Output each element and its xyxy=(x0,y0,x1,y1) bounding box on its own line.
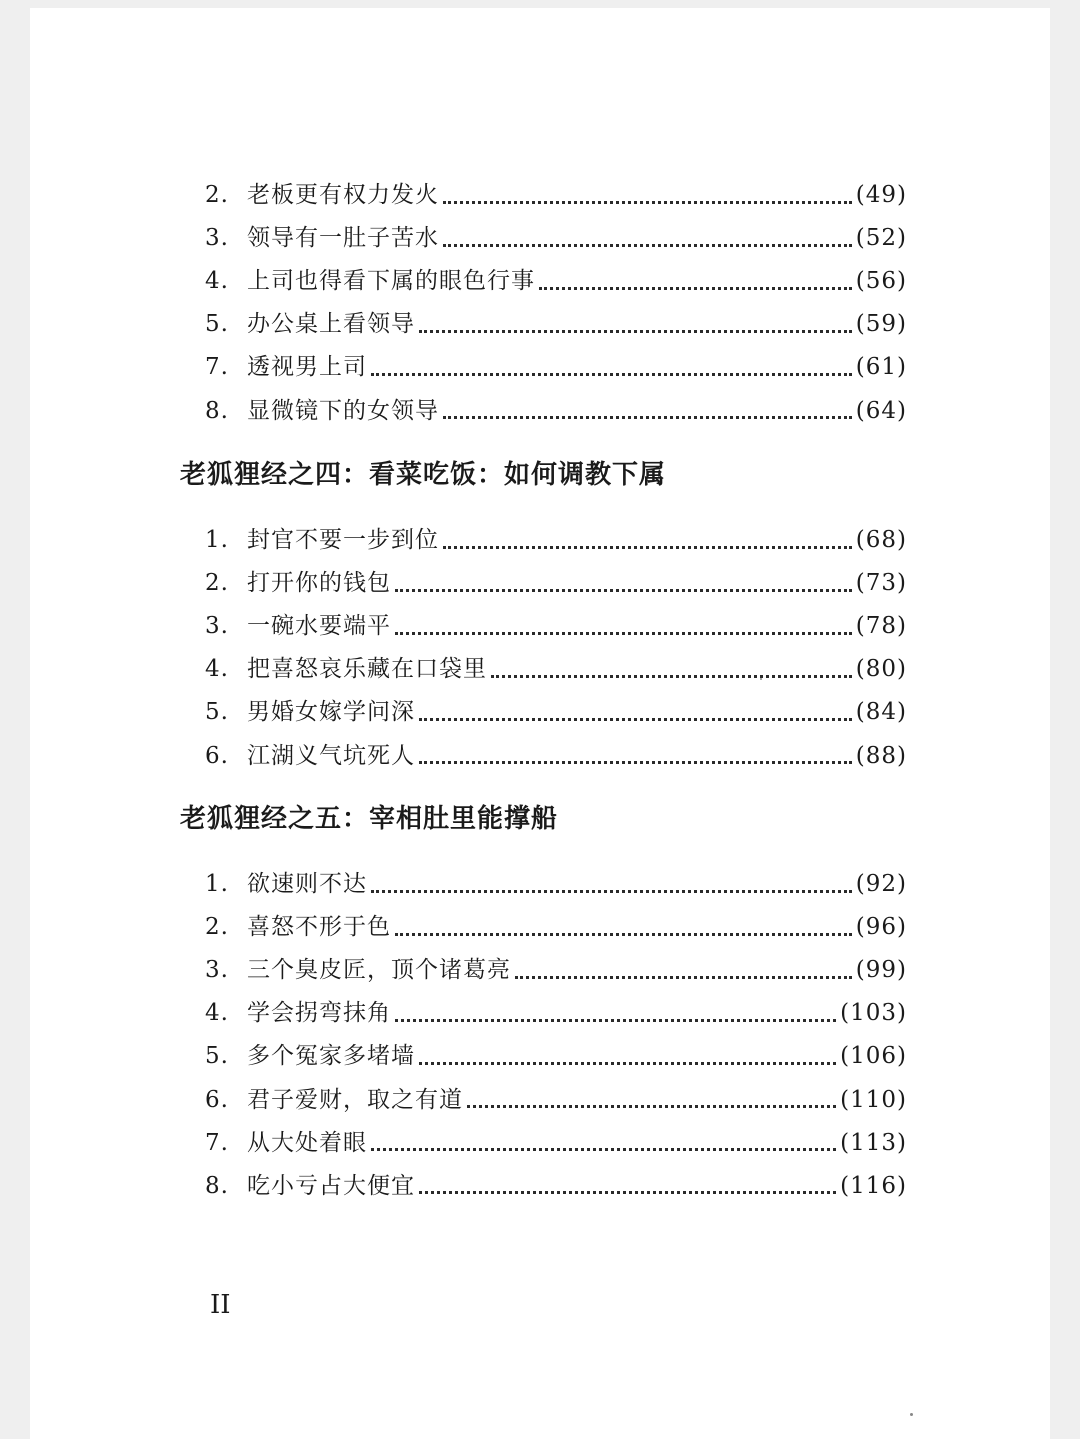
entry-title: 上司也得看下属的眼色行事 xyxy=(247,268,535,295)
entry-title: 从大处着眼 xyxy=(247,1129,367,1156)
entry-page-number: (52) xyxy=(855,225,907,252)
dot-leader xyxy=(419,759,852,764)
entry-number: 4. xyxy=(205,268,229,295)
dot-leader xyxy=(371,371,852,376)
entry-number: 4. xyxy=(205,656,229,683)
dot-leader xyxy=(395,931,852,936)
entry-number: 1. xyxy=(205,527,229,553)
entry-title: 透视男上司 xyxy=(247,354,367,381)
toc-entry xyxy=(205,351,907,383)
entry-title: 一碗水要端平 xyxy=(247,613,391,640)
entry-number: 6. xyxy=(205,742,229,769)
entry-title: 江湖义气坑死人 xyxy=(247,742,415,769)
entry-page-number: (99) xyxy=(855,957,907,984)
entry-number: 7. xyxy=(205,354,229,381)
scan-speck xyxy=(760,678,762,680)
entry-page-number: (56) xyxy=(855,268,907,295)
entry-title: 三个臭皮匠，顶个诸葛亮 xyxy=(247,957,511,984)
toc-entry xyxy=(205,265,907,297)
entry-page-number: (59) xyxy=(855,311,907,338)
entry-title: 办公桌上看领导 xyxy=(247,311,415,338)
dot-leader xyxy=(419,716,852,721)
toc-entry xyxy=(205,868,907,900)
toc-entry xyxy=(205,1127,907,1159)
entry-number: 3. xyxy=(205,613,229,640)
entry-number: 4. xyxy=(205,1000,229,1027)
entry-number: 6. xyxy=(205,1086,229,1113)
toc-entry xyxy=(205,653,907,685)
entry-page-number: (64) xyxy=(855,397,907,424)
toc-entry xyxy=(205,954,907,986)
toc-entry xyxy=(205,308,907,340)
toc-entry xyxy=(205,911,907,943)
toc-entry xyxy=(205,1040,907,1072)
entry-title: 学会拐弯抹角 xyxy=(247,1000,391,1027)
entry-number: 5. xyxy=(205,311,229,338)
entry-page-number: (103) xyxy=(840,1000,907,1027)
entry-page-number: (110) xyxy=(840,1086,907,1113)
entry-number: 5. xyxy=(205,699,229,726)
entry-title: 君子爱财，取之有道 xyxy=(247,1086,463,1113)
document-page xyxy=(30,8,1050,1439)
entry-number: 8. xyxy=(205,1172,229,1199)
toc-entry xyxy=(205,222,907,254)
entry-number: 2. xyxy=(205,570,229,597)
toc-entry xyxy=(205,524,907,556)
dot-leader xyxy=(395,1017,836,1022)
toc-entry xyxy=(205,1170,907,1202)
entry-title: 打开你的钱包 xyxy=(247,570,391,597)
entry-title: 老板更有权力发火 xyxy=(247,182,439,208)
entry-title: 欲速则不达 xyxy=(247,871,367,897)
dot-leader xyxy=(539,285,852,290)
dot-leader xyxy=(443,414,852,419)
entry-number: 5. xyxy=(205,1043,229,1070)
dot-leader xyxy=(467,1103,836,1108)
page-folio: II xyxy=(210,1290,231,1320)
dot-leader xyxy=(443,242,852,247)
dot-leader xyxy=(419,328,852,333)
dot-leader xyxy=(395,630,852,635)
entry-title: 领导有一肚子苦水 xyxy=(247,225,439,252)
scan-speck xyxy=(910,1413,913,1416)
entry-number: 2. xyxy=(205,182,229,208)
entry-title: 喜怒不形于色 xyxy=(247,914,391,941)
entry-page-number: (61) xyxy=(855,354,907,381)
entry-title: 多个冤家多堵墙 xyxy=(247,1043,415,1070)
toc-entry xyxy=(205,1084,907,1116)
toc-entry xyxy=(205,696,907,728)
toc-entry xyxy=(205,997,907,1029)
entry-number: 8. xyxy=(205,397,229,424)
entry-number: 1. xyxy=(205,871,229,897)
toc-entry xyxy=(205,610,907,642)
dot-leader xyxy=(515,974,852,979)
chapter-heading: 老狐狸经之五：宰相肚里能撑船 xyxy=(180,804,559,834)
dot-leader xyxy=(419,1060,836,1065)
entry-page-number: (92) xyxy=(855,871,907,897)
chapter-heading: 老狐狸经之四：看菜吃饭：如何调教下属 xyxy=(180,460,667,490)
toc-entry xyxy=(205,567,907,599)
dot-leader xyxy=(443,199,852,204)
entry-page-number: (96) xyxy=(855,914,907,941)
entry-title: 封官不要一步到位 xyxy=(247,527,439,553)
entry-page-number: (49) xyxy=(855,182,907,208)
entry-page-number: (106) xyxy=(840,1043,907,1070)
entry-title: 吃小亏占大便宜 xyxy=(247,1172,415,1199)
entry-page-number: (116) xyxy=(840,1172,907,1199)
entry-number: 3. xyxy=(205,225,229,252)
entry-number: 2. xyxy=(205,914,229,941)
toc-entry xyxy=(205,395,907,427)
entry-number: 3. xyxy=(205,957,229,984)
entry-page-number: (84) xyxy=(855,699,907,726)
entry-title: 显微镜下的女领导 xyxy=(247,397,439,424)
dot-leader xyxy=(419,1189,836,1194)
entry-title: 把喜怒哀乐藏在口袋里 xyxy=(247,656,487,683)
entry-title: 男婚女嫁学问深 xyxy=(247,699,415,726)
dot-leader xyxy=(371,888,852,893)
dot-leader xyxy=(443,544,852,549)
entry-page-number: (80) xyxy=(855,656,907,683)
entry-page-number: (73) xyxy=(855,570,907,597)
toc-entry xyxy=(205,179,907,211)
toc-entry xyxy=(205,740,907,772)
dot-leader xyxy=(491,673,852,678)
entry-page-number: (88) xyxy=(855,742,907,769)
entry-page-number: (113) xyxy=(840,1129,907,1156)
dot-leader xyxy=(371,1146,836,1151)
entry-number: 7. xyxy=(205,1129,229,1156)
dot-leader xyxy=(395,587,852,592)
entry-page-number: (68) xyxy=(855,527,907,553)
entry-page-number: (78) xyxy=(855,613,907,640)
